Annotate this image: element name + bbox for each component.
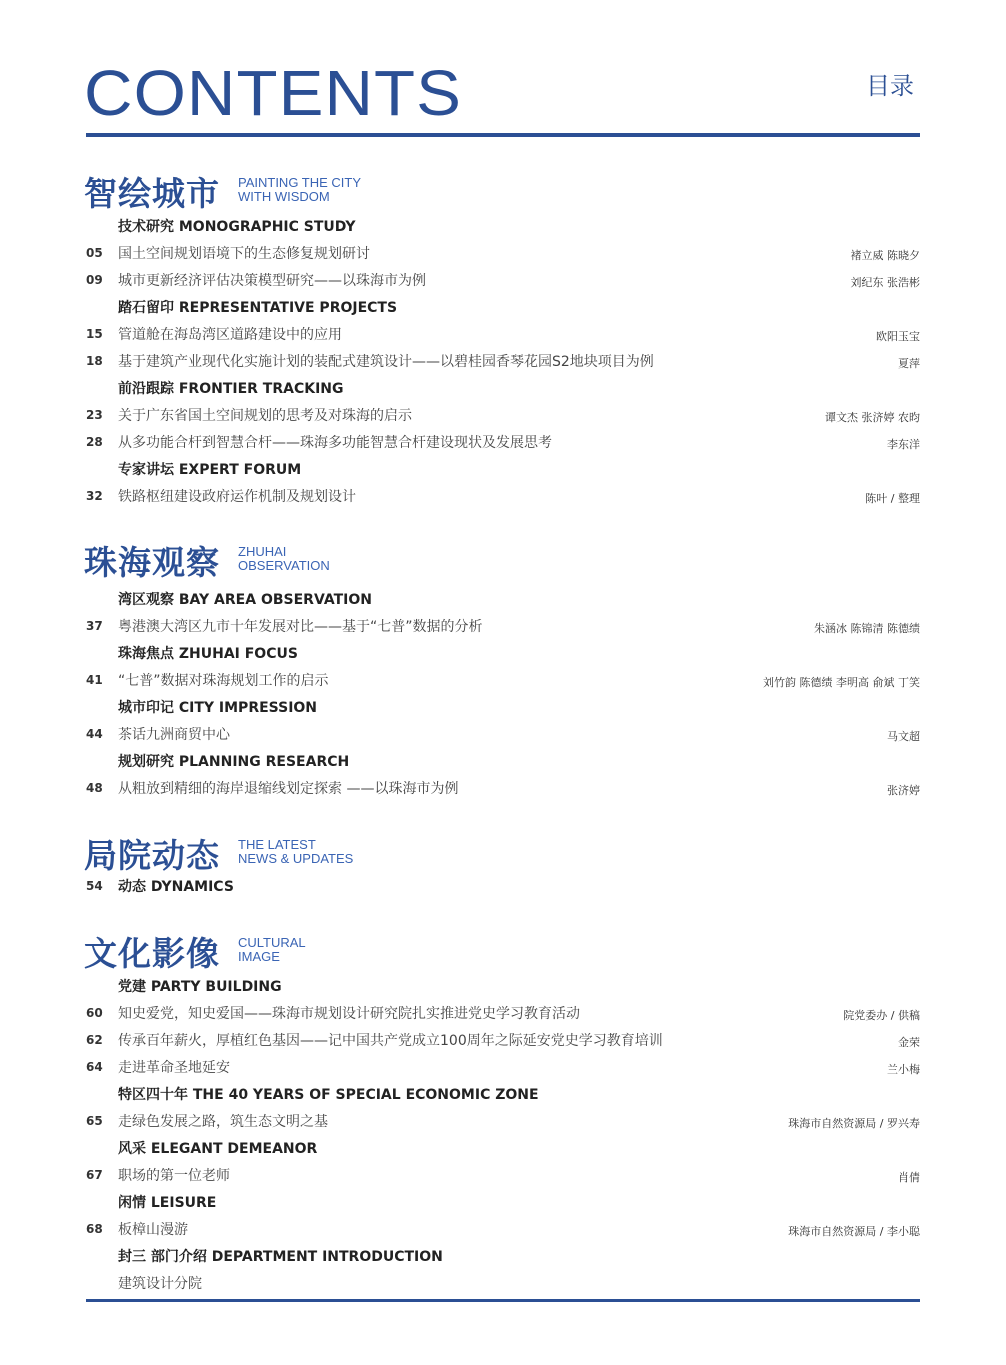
subsection-title: 动态 DYNAMICS <box>118 879 234 895</box>
page-title: CONTENTS <box>84 57 462 129</box>
entry-title: 茶话九洲商贸中心 <box>118 727 230 743</box>
entry-author: 肖倩 <box>898 1171 920 1184</box>
entry-title: 走进革命圣地延安 <box>118 1060 230 1076</box>
page-number: 23 <box>86 408 103 422</box>
entry-title: 城市更新经济评估决策模型研究——以珠海市为例 <box>118 273 426 289</box>
page-number: 18 <box>86 354 103 368</box>
toc-entry[interactable] <box>86 1003 920 1025</box>
subsection-title: 封三 部门介绍 DEPARTMENT INTRODUCTION <box>118 1249 443 1265</box>
toc-entry[interactable] <box>86 1111 920 1133</box>
page-number: 09 <box>86 273 103 287</box>
page-number: 54 <box>86 879 103 893</box>
entry-title: 铁路枢纽建设政府运作机制及规划设计 <box>118 489 356 505</box>
entry-author: 金荣 <box>898 1036 920 1049</box>
toc-entry[interactable] <box>86 1057 920 1079</box>
page-number: 60 <box>86 1006 103 1020</box>
subsection-title: 特区四十年 THE 40 YEARS OF SPECIAL ECONOMIC ZONE <box>118 1087 539 1103</box>
toc-entry[interactable] <box>86 1273 920 1295</box>
toc-entry[interactable] <box>86 432 920 454</box>
toc-subsection[interactable] <box>86 751 920 773</box>
entry-author: 珠海市自然资源局 / 罗兴寿 <box>788 1117 920 1130</box>
entry-title: 板樟山漫游 <box>118 1222 188 1238</box>
entry-title: 知史爱党，知史爱国——珠海市规划设计研究院扎实推进党史学习教育活动 <box>118 1006 580 1022</box>
toc-entry[interactable] <box>86 405 920 427</box>
toc-subsection[interactable] <box>86 459 920 481</box>
subsection-title: 前沿跟踪 FRONTIER TRACKING <box>118 381 344 397</box>
page-number: 05 <box>86 246 103 260</box>
toc-entry[interactable] <box>86 324 920 346</box>
entry-author: 兰小梅 <box>887 1063 920 1076</box>
entry-author: 刘竹韵 陈德绩 李明高 俞斌 丁笑 <box>763 676 920 689</box>
entry-author: 谭文杰 张济婷 农昀 <box>825 411 920 424</box>
bottom-divider <box>86 1299 920 1302</box>
page-number: 48 <box>86 781 103 795</box>
entry-title: 职场的第一位老师 <box>118 1168 230 1184</box>
toc-entry[interactable] <box>86 670 920 692</box>
toc-entry[interactable] <box>86 243 920 265</box>
toc-entry[interactable] <box>86 351 920 373</box>
entry-author: 刘纪东 张浩彬 <box>850 276 920 289</box>
section-title-en-line1: PAINTING THE CITY <box>238 175 362 190</box>
subsection-title: 党建 PARTY BUILDING <box>118 979 282 995</box>
page-number: 44 <box>86 727 103 741</box>
subsection-title: 专家讲坛 EXPERT FORUM <box>118 462 302 478</box>
page-number: 15 <box>86 327 103 341</box>
toc-entry[interactable] <box>86 1030 920 1052</box>
section-title-en-line1: ZHUHAI <box>238 544 287 559</box>
subsection-title: 规划研究 PLANNING RESEARCH <box>118 754 350 770</box>
entry-title: 走绿色发展之路，筑生态文明之基 <box>118 1114 328 1130</box>
toc-subsection[interactable] <box>86 378 920 400</box>
section-title-en-line2: WITH WISDOM <box>238 189 330 204</box>
section-title-en-line2: IMAGE <box>238 949 280 964</box>
section-title-cn: 局院动态 <box>84 836 220 875</box>
page-number: 37 <box>86 619 103 633</box>
section-title-cn: 珠海观察 <box>84 543 220 582</box>
toc-entry[interactable] <box>86 616 920 638</box>
section-title-en-line1: THE LATEST <box>238 837 316 852</box>
entry-title: 关于广东省国土空间规划的思考及对珠海的启示 <box>118 408 412 424</box>
toc-subsection[interactable] <box>86 589 920 611</box>
entry-author: 珠海市自然资源局 / 李小聪 <box>788 1225 920 1238</box>
page-number: 64 <box>86 1060 103 1074</box>
toc-subsection[interactable] <box>86 1138 920 1160</box>
page-number: 41 <box>86 673 103 687</box>
page-number: 65 <box>86 1114 103 1128</box>
entry-author: 李东洋 <box>887 438 920 451</box>
entry-author: 张济婷 <box>887 784 920 797</box>
toc-subsection[interactable] <box>86 976 920 998</box>
entry-title: 管道舱在海岛湾区道路建设中的应用 <box>118 327 342 343</box>
entry-title: 从粗放到精细的海岸退缩线划定探索 ——以珠海市为例 <box>118 781 459 797</box>
section-title-en-line2: OBSERVATION <box>238 558 330 573</box>
toc-subsection[interactable] <box>86 1192 920 1214</box>
toc-entry[interactable] <box>86 1219 920 1241</box>
entry-title: 传承百年薪火，厚植红色基因——记中国共产党成立100周年之际延安党史学习教育培训 <box>118 1033 663 1049</box>
entry-author: 院党委办 / 供稿 <box>843 1009 920 1022</box>
entry-title: 从多功能合杆到智慧合杆——珠海多功能智慧合杆建设现状及发展思考 <box>118 435 552 451</box>
entry-author: 夏萍 <box>898 357 920 370</box>
entry-title: 国土空间规划语境下的生态修复规划研讨 <box>118 246 370 262</box>
section-title-en <box>238 838 353 866</box>
subsection-title: 风采 ELEGANT DEMEANOR <box>118 1141 318 1157</box>
section-title-en <box>238 176 361 204</box>
toc-entry[interactable] <box>86 724 920 746</box>
entry-author: 马文超 <box>887 730 920 743</box>
subsection-title: 踏石留印 REPRESENTATIVE PROJECTS <box>118 300 398 316</box>
toc-subsection[interactable] <box>86 1084 920 1106</box>
subsection-title: 湾区观察 BAY AREA OBSERVATION <box>118 592 372 608</box>
section-title-en-line1: CULTURAL <box>238 935 306 950</box>
page-number: 62 <box>86 1033 103 1047</box>
toc-subsection[interactable] <box>86 216 920 238</box>
section-title-en <box>238 936 306 964</box>
subsection-title: 技术研究 MONOGRAPHIC STUDY <box>118 219 356 235</box>
subsection-title: 珠海焦点 ZHUHAI FOCUS <box>118 646 298 662</box>
entry-author: 欧阳玉宝 <box>876 330 920 343</box>
subsection-title: 闲情 LEISURE <box>118 1195 217 1211</box>
page-number: 67 <box>86 1168 103 1182</box>
toc-subsection[interactable] <box>86 697 920 719</box>
page-number: 32 <box>86 489 103 503</box>
page-number: 28 <box>86 435 103 449</box>
section-title-cn: 智绘城市 <box>84 174 220 213</box>
section-title-en-line2: NEWS & UPDATES <box>238 851 354 866</box>
entry-title: “七普”数据对珠海规划工作的启示 <box>118 673 329 689</box>
entry-title: 粤港澳大湾区九市十年发展对比——基于“七普”数据的分析 <box>118 619 483 635</box>
subsection-title: 城市印记 CITY IMPRESSION <box>118 700 318 716</box>
entry-author: 褚立威 陈晓夕 <box>850 249 920 262</box>
section-title-en <box>238 545 330 573</box>
toc-entry[interactable] <box>86 270 920 292</box>
toc-subsection[interactable] <box>86 643 920 665</box>
entry-title: 建筑设计分院 <box>118 1276 202 1292</box>
toc-subsection[interactable] <box>86 1246 920 1268</box>
page-number: 68 <box>86 1222 103 1236</box>
toc-entry[interactable] <box>86 1165 920 1187</box>
toc-subsection[interactable] <box>86 297 920 319</box>
entry-title: 基于建筑产业现代化实施计划的装配式建筑设计——以碧桂园香琴花园S2地块项目为例 <box>118 354 654 370</box>
entry-author: 朱涵冰 陈锦清 陈德绩 <box>814 622 920 635</box>
entry-author: 陈叶 / 整理 <box>865 492 920 505</box>
page-subtitle-cn: 目录 <box>866 72 914 100</box>
top-divider <box>86 133 920 137</box>
toc-subsection[interactable] <box>86 876 920 898</box>
section-title-cn: 文化影像 <box>84 934 220 973</box>
toc-entry[interactable] <box>86 778 920 800</box>
toc-entry[interactable] <box>86 486 920 508</box>
